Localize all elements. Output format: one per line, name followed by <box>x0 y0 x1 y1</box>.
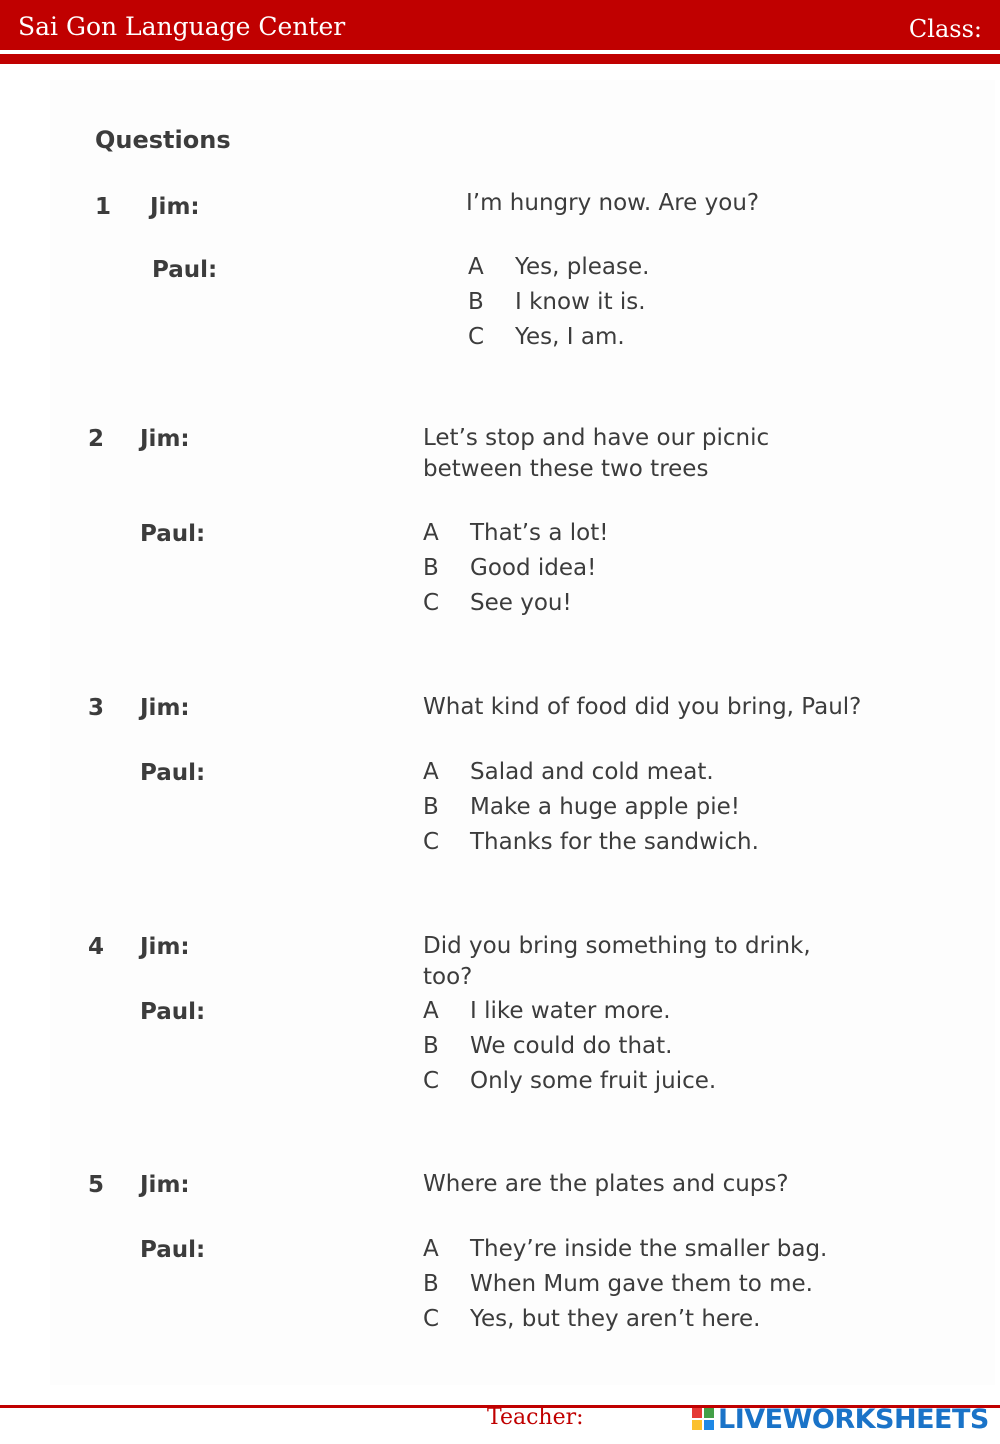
question-prompt: Did you bring something to drink, too? <box>423 933 811 990</box>
option-letter: C <box>423 829 440 855</box>
option-text: See you! <box>470 590 572 616</box>
liveworksheets-logo-icon <box>692 1408 714 1430</box>
header-divider <box>0 54 1000 64</box>
teacher-label: Teacher: <box>487 1405 584 1430</box>
option-b[interactable] <box>423 1033 672 1059</box>
liveworksheets-brand: LIVEWORKSHEETS <box>718 1404 989 1435</box>
option-letter: A <box>468 254 484 280</box>
option-a[interactable] <box>423 759 714 785</box>
speaker-jim: Jim: <box>140 1172 190 1198</box>
option-letter: C <box>468 324 485 350</box>
option-a[interactable] <box>423 998 671 1024</box>
option-text: I know it is. <box>515 289 646 315</box>
question-number: 4 <box>88 934 105 960</box>
option-letter: B <box>423 794 439 820</box>
option-c[interactable] <box>423 590 572 616</box>
speaker-paul: Paul: <box>140 521 206 547</box>
option-b[interactable] <box>423 1271 813 1297</box>
option-text: They’re inside the smaller bag. <box>470 1236 828 1262</box>
option-text: I like water more. <box>470 998 671 1024</box>
option-text: That’s a lot! <box>470 520 609 546</box>
option-letter: A <box>423 1236 439 1262</box>
question-prompt: I’m hungry now. Are you? <box>466 190 760 216</box>
center-name: Sai Gon Language Center <box>18 12 346 41</box>
option-letter: B <box>423 1033 439 1059</box>
speaker-jim: Jim: <box>140 934 190 960</box>
option-letter: A <box>423 759 439 785</box>
option-c[interactable] <box>423 829 759 855</box>
option-letter: C <box>423 1306 440 1332</box>
question-number: 1 <box>95 194 112 220</box>
question-number: 2 <box>88 426 105 452</box>
option-text: When Mum gave them to me. <box>470 1271 813 1297</box>
option-b[interactable] <box>423 794 740 820</box>
class-label: Class: <box>908 15 982 43</box>
question-prompt: Let’s stop and have our picnic between these two trees <box>423 425 770 482</box>
question-number: 3 <box>88 695 105 721</box>
option-c[interactable] <box>468 324 625 350</box>
section-title: Questions <box>95 126 231 154</box>
header-bar <box>0 0 1000 50</box>
option-c[interactable] <box>423 1306 760 1332</box>
option-text: Salad and cold meat. <box>470 759 714 785</box>
question-prompt: What kind of food did you bring, Paul? <box>423 694 862 720</box>
option-text: Yes, but they aren’t here. <box>470 1306 761 1332</box>
option-letter: C <box>423 1068 440 1094</box>
option-text: Only some fruit juice. <box>470 1068 717 1094</box>
question-number: 5 <box>88 1172 105 1198</box>
option-letter: B <box>423 1271 439 1297</box>
speaker-paul: Paul: <box>140 1237 206 1263</box>
option-letter: A <box>423 520 439 546</box>
option-b[interactable] <box>468 289 646 315</box>
option-text: Good idea! <box>470 555 597 581</box>
option-text: Yes, please. <box>515 254 650 280</box>
option-a[interactable] <box>468 254 649 280</box>
speaker-jim: Jim: <box>140 695 190 721</box>
option-text: Thanks for the sandwich. <box>470 829 759 855</box>
option-letter: A <box>423 998 439 1024</box>
option-text: Yes, I am. <box>515 324 625 350</box>
option-letter: C <box>423 590 440 616</box>
option-text: We could do that. <box>470 1033 673 1059</box>
question-prompt: Where are the plates and cups? <box>423 1171 789 1197</box>
option-letter: B <box>468 289 484 315</box>
speaker-paul: Paul: <box>140 760 206 786</box>
speaker-paul: Paul: <box>152 257 218 283</box>
option-letter: B <box>423 555 439 581</box>
option-b[interactable] <box>423 555 596 581</box>
option-a[interactable] <box>423 1236 827 1262</box>
option-text: Make a huge apple pie! <box>470 794 741 820</box>
speaker-jim: Jim: <box>150 194 200 220</box>
speaker-paul: Paul: <box>140 999 206 1025</box>
option-a[interactable] <box>423 520 608 546</box>
speaker-jim: Jim: <box>140 426 190 452</box>
option-c[interactable] <box>423 1068 716 1094</box>
